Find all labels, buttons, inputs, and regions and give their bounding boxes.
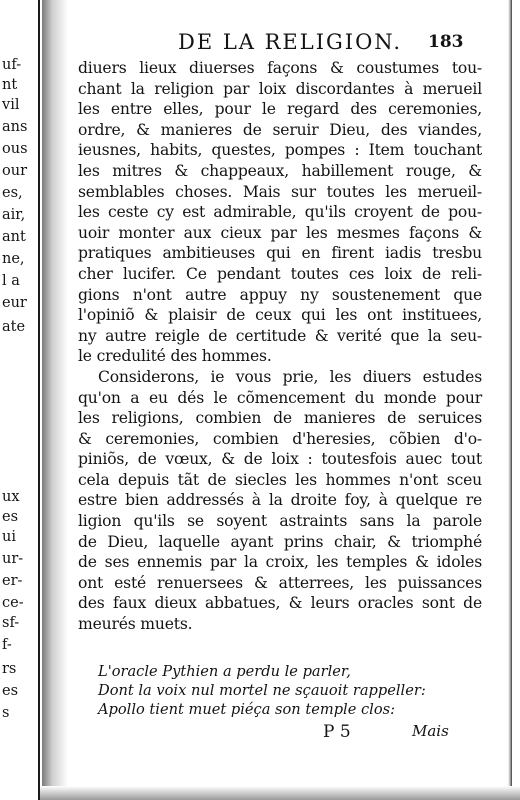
left-page-text-fragment: sf-: [2, 615, 20, 631]
left-page-text-fragment: f-: [2, 637, 12, 653]
left-page-text-fragment: eur: [2, 295, 27, 311]
left-page-text-fragment: ate: [2, 319, 26, 335]
text-line: ieusnes, habits, questes, pompes : Item touchant: [78, 141, 482, 160]
text-line: ligion qu'ils se soyent astraints sans la parole: [78, 512, 482, 531]
page-right-edge: [508, 0, 512, 800]
left-page-text-fragment: ce-: [2, 595, 24, 611]
text-line: les ceste cy est admirable, qu'ils croyent de pou-: [78, 203, 482, 222]
text-line: les mitres & chappeaux, habillement rouge, &: [78, 161, 482, 180]
running-title: DE LA RELIGION.: [177, 30, 402, 54]
text-line: meurés muets.: [78, 615, 193, 634]
text-line: uoir monter aux cieux par les mesmes façons &: [78, 223, 482, 242]
left-page-text-fragment: air,: [2, 207, 26, 223]
signature-mark: P 5: [323, 722, 351, 742]
left-page-text-fragment: ui: [2, 529, 16, 545]
left-page-text-fragment: ur-: [2, 551, 24, 567]
text-line: le credulité des hommes.: [78, 347, 272, 366]
verse-line: L'oracle Pythien a perdu le parler,: [98, 663, 351, 680]
left-page-text-fragment: es,: [2, 185, 23, 201]
body-text-block: [78, 58, 482, 635]
text-line: ordre, & manieres de seruir Dieu, des viandes,: [78, 120, 482, 139]
text-line: qu'on a eu dés le cõmencement du monde pour: [78, 388, 482, 407]
left-page-text-fragment: er-: [2, 573, 23, 589]
text-line: cela depuis tãt de siecles les hommes n'ont sceu: [78, 470, 482, 489]
text-line: ny autre reigle de certitude & verité que la seu-: [78, 326, 482, 345]
left-page-text-fragment: ous: [2, 141, 28, 157]
text-line: diuers lieux diuerses façons & coustumes tou-: [78, 59, 482, 77]
text-line: de ses ennemis par la croix, les temples & idoles: [78, 553, 482, 572]
left-page-text-fragment: vil: [2, 97, 20, 113]
page-gutter-line: [38, 0, 40, 800]
left-page-text-fragment: l a: [2, 273, 20, 289]
page-number: 183: [428, 32, 464, 52]
verse-line: Dont la voix nul mortel ne sçauoit rappeller:: [98, 682, 426, 699]
text-line: les religions, combien de manieres de seruices: [78, 409, 482, 428]
text-line: & ceremonies, combien d'heresies, cõbien d'o-: [78, 429, 482, 448]
left-page-text-fragment: es: [2, 509, 19, 525]
left-page-text-fragment: rs: [2, 661, 17, 677]
left-page-text-fragment: ne,: [2, 251, 25, 267]
catchword: Mais: [412, 722, 449, 740]
text-line: cher lucifer. Ce pendant toutes ces loix de reli-: [78, 264, 482, 283]
text-line: estre bien addressés à la droite foy, à quelque re: [78, 491, 482, 510]
text-line: ont esté renuersees & atterrees, les puissances: [78, 573, 482, 592]
text-line: piniõs, de vœux, & de loix : toutesfois auec tout: [78, 450, 482, 469]
left-page-text-fragment: nt: [2, 77, 18, 93]
text-line: semblables choses. Mais sur toutes les merueil-: [78, 182, 482, 201]
text-line: des faux dieux abbatues, & leurs oracles sont de: [78, 594, 482, 613]
left-page-text-fragment: es: [2, 683, 19, 699]
left-page-text-fragment: ant: [2, 229, 26, 245]
text-line: chant la religion par loix discordantes à merueil: [78, 79, 482, 98]
text-line: de Dieu, laquelle ayant prins chair, & triomphé: [78, 532, 482, 551]
page-bottom-edge: [40, 786, 520, 800]
left-page-text-fragment: ans: [2, 119, 28, 135]
gutter-shadow: [42, 0, 68, 800]
text-line: pratiques ambitieuses qui en firent iadis tresbu: [78, 244, 482, 263]
verse-quotation: [98, 662, 428, 719]
text-line: l'opiniõ & plaisir de ceux qui les ont instituees,: [78, 306, 482, 325]
verse-line: Apollo tient muet piéça son temple clos:: [98, 701, 396, 718]
adjacent-page-margin: [0, 0, 36, 800]
left-page-text-fragment: our: [2, 163, 27, 179]
text-line: les entre elles, pour le regard des ceremonies,: [78, 100, 482, 119]
text-line: gions n'ont autre appuy ny soustenement que: [78, 285, 482, 304]
left-page-text-fragment: s: [2, 705, 10, 721]
text-line: Considerons, ie vous prie, les diuers estudes: [98, 367, 482, 386]
left-page-text-fragment: ux: [2, 489, 20, 505]
left-page-text-fragment: uf-: [2, 57, 22, 73]
